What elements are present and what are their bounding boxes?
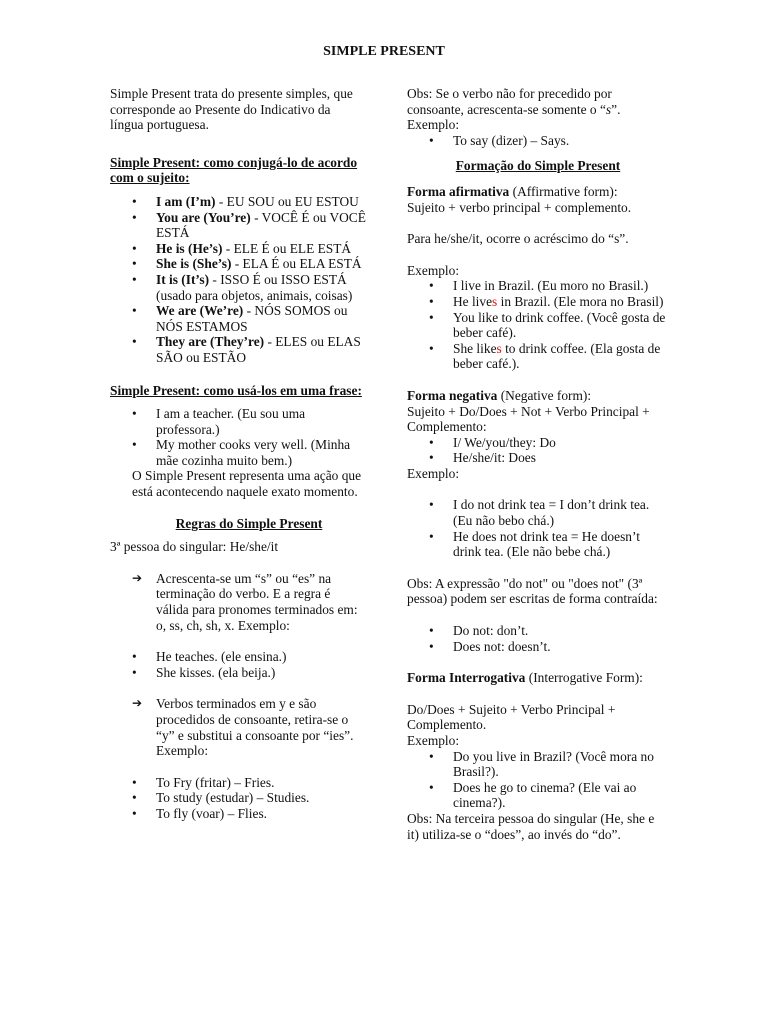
interrogative-heading: Forma Interrogativa (Interrogative Form): [407,670,643,686]
list-item: • He teaches. (ele ensina.) [156,649,366,665]
obs-note-1: Obs: Se o verbo não for precedido por consoante, acrescenta-se somente o “s”. [407,86,621,117]
page-title: SIMPLE PRESENT [323,44,445,59]
list-item: • She likes to drink coffee. (Ela gosta de beber café.). [453,341,669,372]
list-item: • He does not drink tea = He doesn’t drink tea. (Ele não bebe chá.) [453,529,669,560]
affirmative-note: Para he/she/it, ocorre o acréscimo do “s”. [407,231,629,247]
list-item: • You like to drink coffee. (Você gosta de beber café). [453,310,669,341]
obs-example-list [407,133,669,149]
left-column [110,86,366,822]
list-item: • I/ We/you/they: Do [453,435,669,451]
list-item: • She kisses. (ela beija.) [156,665,366,681]
list-item: • To Fry (fritar) – Fries. [156,775,366,791]
interrogative-formula: Do/Does + Sujeito + Verbo Principal + Complemento. [407,701,616,733]
interrogative-examples [407,749,669,811]
conjugation-heading: Simple Present: como conjugá-lo de acordo com o sujeito: [110,154,358,186]
negative-heading: Forma negativa (Negative form): [407,387,592,403]
arrow-icon: ➔ [132,696,143,711]
usage-note: O Simple Present representa uma ação que está acontecendo naquele exato momento. [132,468,362,500]
list-item: • He/she/it: Does [453,450,669,466]
example-label: Exemplo: [407,262,460,278]
third-person-label: 3ª pessoa do singular: He/she/it [110,539,279,555]
negative-pronouns [407,435,669,466]
list-item: • To study (estudar) – Studies. [156,790,366,806]
list-item: • Does not: doesn’t. [453,639,669,655]
example-label: Exemplo: [407,733,460,748]
list-item: ➔ Acrescenta-se um “s” ou “es” na terminação do verbo. E a regra é válida para pronomes terminados em: o, ss, ch, sh, x. Exemplo: [132,570,358,633]
example-label: Exemplo: [407,117,460,133]
usage-list [110,406,366,468]
arrow-icon: ➔ [132,570,143,585]
list-item: • It is (It’s) - ISSO É ou ISSO ESTÁ (usado para objetos, animais, coisas) [156,272,366,303]
list-item: • You are (You’re) - VOCÊ É ou VOCÊ ESTÁ [156,210,366,241]
list-item: • I am (I’m) - EU SOU ou EU ESTOU [156,194,366,210]
list-item: ➔ Verbos terminados em y e são procedidos de consoante, retira-se o “y” e substitui a consoante por “ies”. Exemplo: [132,696,354,759]
list-item: • He is (He’s) - ELE É ou ELE ESTÁ [156,241,366,257]
list-item: • Do not: don’t. [453,623,669,639]
list-item: • I live in Brazil. (Eu moro no Brasil.) [453,278,669,294]
rule-one-list [110,571,366,633]
usage-heading: Simple Present: como usá-los em uma frase: [110,382,362,398]
list-item: • I am a teacher. (Eu sou uma professora.) [156,406,366,437]
list-item: • We are (We’re) - NÓS SOMOS ou NÓS ESTAMOS [156,303,366,334]
list-item: • To say (dizer) – Says. [453,133,669,149]
affirmative-heading: Forma afirmativa (Affirmative form): [407,183,618,199]
right-column [407,86,669,842]
list-item: • To fly (voar) – Flies. [156,806,366,822]
affirmative-examples [407,278,669,372]
list-item: • They are (They’re) - ELES ou ELAS SÃO ou ESTÃO [156,334,366,365]
negative-formula: Sujeito + Do/Does + Not + Verbo Principal + Complemento: [407,403,650,435]
list-item: • She is (She’s) - ELA É ou ELA ESTÁ [156,256,366,272]
example-label: Exemplo: [407,465,460,481]
affirmative-formula: Sujeito + verbo principal + complemento. [407,199,632,215]
rule-one-examples [110,649,366,680]
negative-examples [407,497,669,559]
formation-heading: Formação do Simple Present [455,158,621,174]
list-item: • I do not drink tea = I don’t drink tea. (Eu não bebo chá.) [453,497,669,528]
list-item: • He lives in Brazil. (Ele mora no Brasil) [453,294,669,310]
list-item: • Do you live in Brazil? (Você mora no Brasil?). [453,749,669,780]
list-item: • Does he go to cinema? (Ele vai ao cinema?). [453,780,669,811]
obs-note-3: Obs: Na terceira pessoa do singular (He, she e it) utiliza-se o “does”, ao invés do “do”. [407,810,655,842]
list-item: • My mother cooks very well. (Minha mãe cozinha muito bem.) [156,437,366,468]
obs-note-2: Obs: A expressão "do not" ou "does not" (3ª pessoa) podem ser escritas de forma contraída: [407,575,658,607]
intro-paragraph: Simple Present trata do presente simples, que corresponde ao Presente do Indicativo da língua portuguesa. [110,86,353,133]
conjugation-list [110,194,366,366]
rule-two-examples [110,775,366,822]
contraction-list [407,623,669,654]
rules-heading: Regras do Simple Present [175,515,323,531]
rule-two-list [110,696,366,758]
